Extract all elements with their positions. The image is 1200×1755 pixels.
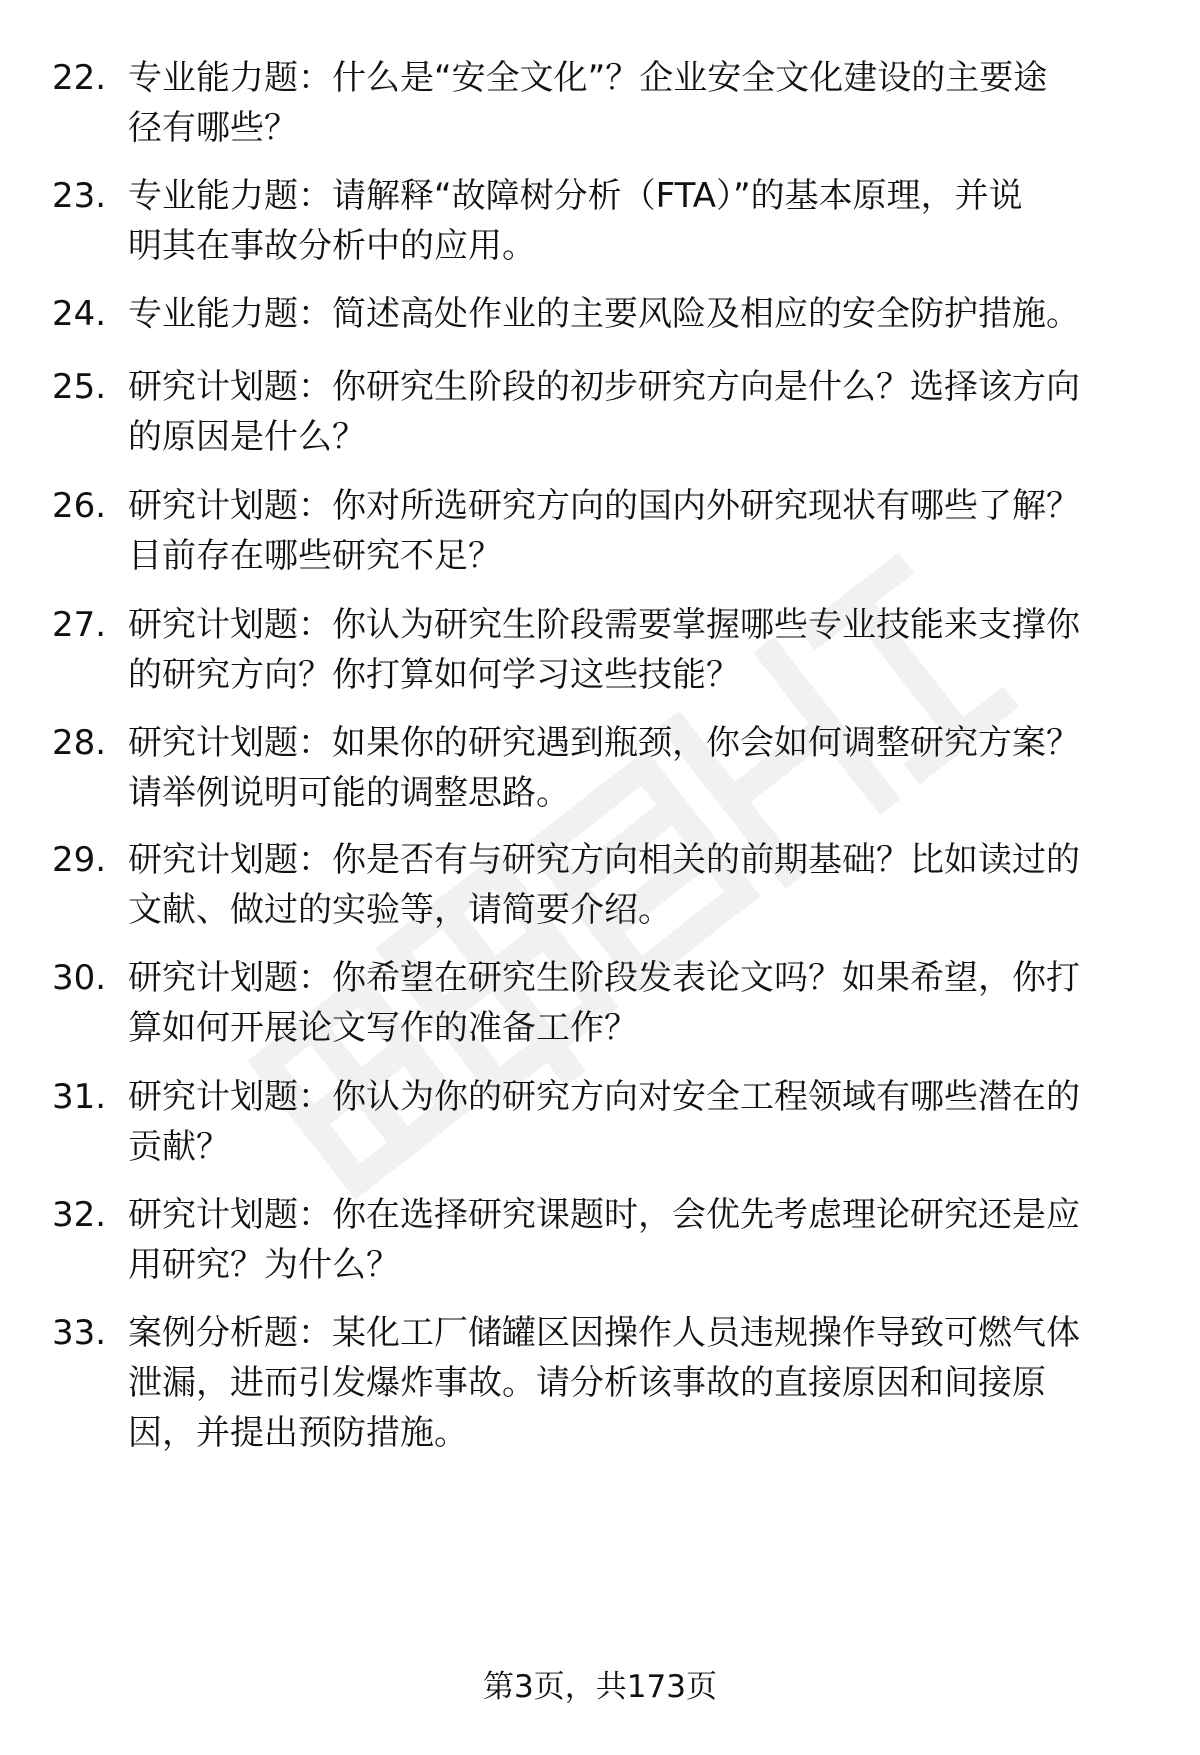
question-line: 贡献？ <box>128 1127 230 1167</box>
question-number: 25. <box>52 367 107 407</box>
question-number: 26. <box>52 486 107 526</box>
question-number: 27. <box>52 605 107 645</box>
question-line: 算如何开展论文写作的准备工作？ <box>128 1008 638 1048</box>
question-number: 31. <box>52 1077 107 1117</box>
question-text <box>128 362 1138 462</box>
question-line: 研究计划题：你认为你的研究方向对安全工程领域有哪些潜在的 <box>128 1077 1080 1117</box>
question-line: 案例分析题：某化工厂储罐区因操作人员违规操作导致可燃气体 <box>128 1313 1080 1353</box>
question-line: 研究计划题：你在选择研究课题时，会优先考虑理论研究还是应 <box>128 1195 1080 1235</box>
question-number: 32. <box>52 1195 107 1235</box>
question-text <box>128 289 1138 339</box>
question-line: 研究计划题：你认为研究生阶段需要掌握哪些专业技能来支撑你 <box>128 605 1080 645</box>
question-line: 研究计划题：如果你的研究遇到瓶颈，你会如何调整研究方案？ <box>128 723 1080 763</box>
question-text <box>128 1308 1138 1458</box>
question-line: 目前存在哪些研究不足？ <box>128 536 502 576</box>
question-text <box>128 1072 1138 1172</box>
question-line: 泄漏，进而引发爆炸事故。请分析该事故的直接原因和间接原 <box>128 1363 1046 1403</box>
question-text <box>128 1190 1138 1290</box>
question-number: 22. <box>52 58 107 98</box>
question-line: 研究计划题：你是否有与研究方向相关的前期基础？比如读过的 <box>128 840 1080 880</box>
question-line: 研究计划题：你希望在研究生阶段发表论文吗？如果希望，你打 <box>128 958 1080 998</box>
question-line: 文献、做过的实验等，请简要介绍。 <box>128 890 672 930</box>
question-line: 用研究？为什么？ <box>128 1245 400 1285</box>
question-text <box>128 171 1138 271</box>
question-line: 因，并提出预防措施。 <box>128 1413 468 1453</box>
question-number: 23. <box>52 176 107 216</box>
question-text <box>128 953 1138 1053</box>
question-line: 明其在事故分析中的应用。 <box>128 226 536 266</box>
question-line: 专业能力题：请解释“故障树分析（FTA）”的基本原理，并说 <box>128 176 1023 216</box>
question-text <box>128 481 1138 581</box>
question-number: 29. <box>52 840 107 880</box>
question-line: 请举例说明可能的调整思路。 <box>128 773 570 813</box>
question-line: 专业能力题：简述高处作业的主要风险及相应的安全防护措施。 <box>128 294 1080 334</box>
question-number: 33. <box>52 1313 107 1353</box>
question-line: 专业能力题：什么是“安全文化”？企业安全文化建设的主要途 <box>128 58 1048 98</box>
question-text <box>128 718 1138 818</box>
question-line: 径有哪些？ <box>128 108 298 148</box>
question-text <box>128 835 1138 935</box>
page-number-footer: 第3页，共173页 <box>483 1669 717 1705</box>
question-line: 的原因是什么？ <box>128 417 366 457</box>
question-line: 的研究方向？你打算如何学习这些技能？ <box>128 655 740 695</box>
question-line: 研究计划题：你研究生阶段的初步研究方向是什么？选择该方向 <box>128 367 1080 407</box>
question-number: 24. <box>52 294 107 334</box>
question-number: 28. <box>52 723 107 763</box>
question-number: 30. <box>52 958 107 998</box>
question-line: 研究计划题：你对所选研究方向的国内外研究现状有哪些了解？ <box>128 486 1080 526</box>
question-text <box>128 600 1138 700</box>
question-text <box>128 53 1138 153</box>
